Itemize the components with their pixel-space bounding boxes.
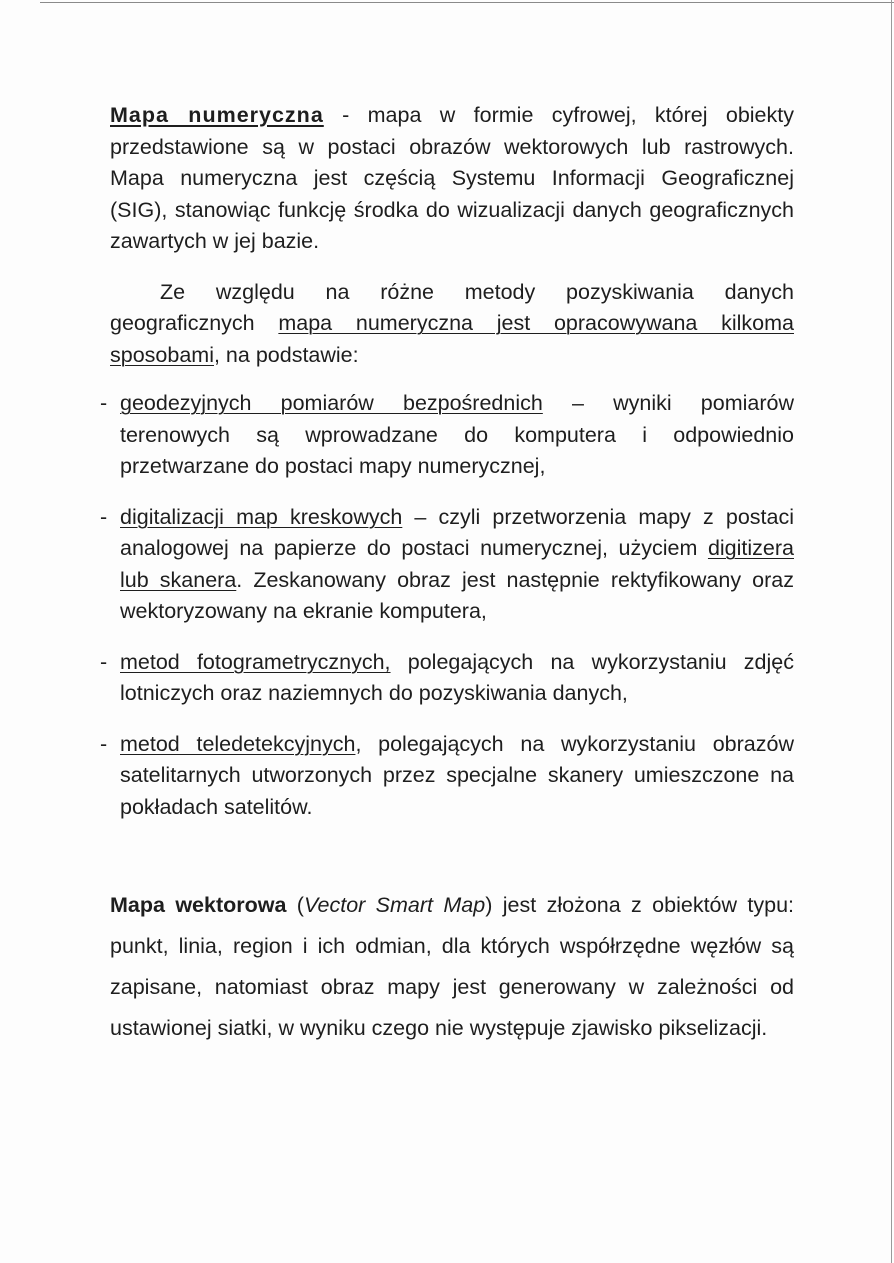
intro-text-after: , na podstawie: [213, 342, 359, 367]
scan-edge-right [891, 0, 892, 1263]
intro-text-before: Ze względu na różne metody pozyskiwania danych geograficznych [110, 279, 794, 335]
list-dash: - [100, 391, 108, 415]
list-item-term-secondary: digitizera lub skanera [120, 536, 794, 592]
list-item-fotogrametria [100, 647, 794, 710]
list-item-teledetekcja [100, 729, 794, 824]
list-item-text: , polegających na wykorzystaniu obrazów satelitarnych utworzonych przez specjalne skanery umieszczone na pokładach satelitów. [120, 731, 794, 819]
list-dash: - [100, 649, 108, 674]
list-item-text: – wyniki pomiarów terenowych są wprowadzane do komputera i odpowiednio przetwarzane do postaci mapy numerycznej, [120, 391, 794, 478]
intro-paragraph [110, 277, 794, 372]
list-item-text-continued: . Zeskanowany obraz jest następnie rektyfikowany oraz wektoryzowany na ekranie komputera, [120, 567, 795, 623]
list-item-text: – czyli przetworzenia mapy z postaci analogowej na papierze do postaci numerycznej, użyciem [120, 504, 794, 560]
list-item-term: metod fotogrametrycznych, [120, 649, 391, 674]
list-item-geodezyjne [100, 388, 794, 483]
intro-underlined-phrase: mapa numeryczna jest opracowywana kilkoma sposobami [110, 311, 794, 367]
definition-mapa-numeryczna [110, 100, 794, 258]
definition-text: - mapa w formie cyfrowej, której obiekty przedstawione są w postaci obrazów wektorowych lub rastrowych. Mapa numeryczna jest częścią Systemu Informacji Geograficznej (SIG), stanowiąc funkcję środka do wizualizacji danych geograficznych zawartych w jej bazie. [110, 103, 794, 253]
paren-close: ) [485, 893, 493, 917]
list-item-term: geodezyjnych pomiarów bezpośrednich [120, 391, 543, 415]
list-item-digitalizacja [100, 502, 795, 628]
list-item-term: digitalizacji map kreskowych [120, 504, 403, 529]
list-item-term: metod teledetekcyjnych [120, 731, 356, 756]
list-dash: - [100, 504, 108, 529]
list-item-text: polegających na wykorzystaniu zdjęć lotniczych oraz naziemnych do pozyskiwania danych, [120, 649, 794, 705]
term-english: Vector Smart Map [303, 893, 486, 917]
term-mapa-numeryczna: Mapa numeryczna [110, 103, 324, 127]
paren-open: ( [286, 893, 304, 917]
term-mapa-wektorowa: Mapa wektorowa [110, 893, 287, 917]
list-dash: - [100, 731, 108, 756]
document-body [100, 100, 795, 1049]
definition-mapa-wektorowa [110, 885, 794, 1049]
scan-edge-top [40, 2, 894, 3]
definition-text: jest złożona z obiektów typu: punkt, linia, region i ich odmian, dla których współrzędne węzłów są zapisane, natomiast obraz mapy jest generowany w zależności od ustawionej siatki, w wyniku czego nie występuje zjawisko pikselizacji. [110, 893, 794, 1040]
